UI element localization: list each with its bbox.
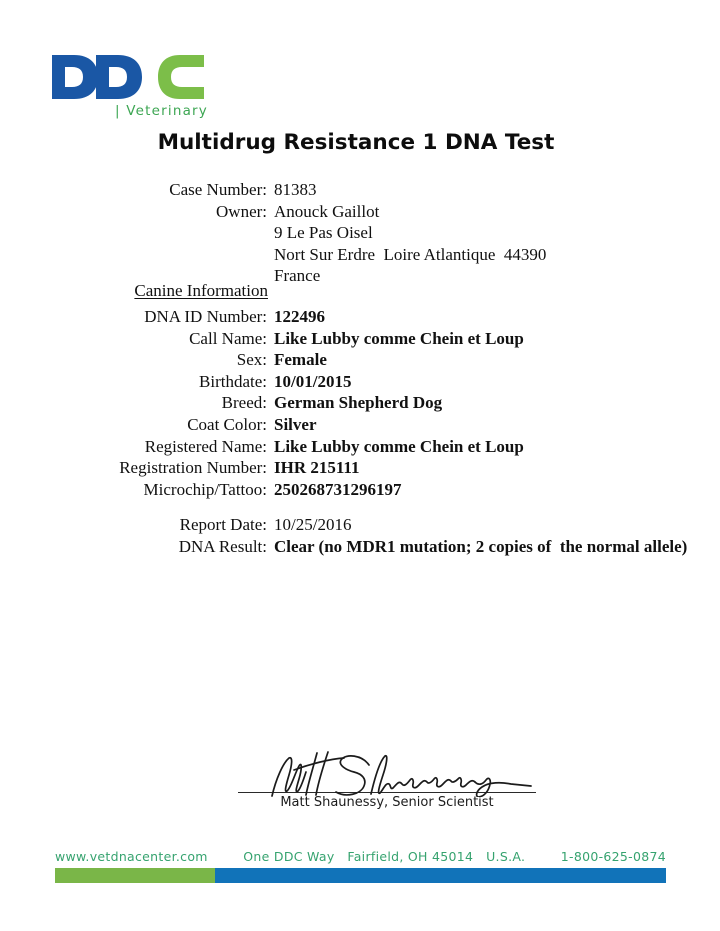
field-label: Registration Number: xyxy=(119,458,267,478)
field-row-registration-number xyxy=(55,457,702,479)
field-label: Sex: xyxy=(236,350,267,370)
case-number-value: 81383 xyxy=(274,180,317,199)
field-label: Registered Name: xyxy=(144,436,267,456)
canine-information-section xyxy=(55,306,702,500)
field-label: Report Date: xyxy=(179,515,267,534)
microchip-value: 250268731296197 xyxy=(274,479,402,499)
field-row-sex xyxy=(55,349,702,371)
coat-color-value: Silver xyxy=(274,414,317,434)
field-row-case-number xyxy=(55,179,702,201)
page-title: Multidrug Resistance 1 DNA Test xyxy=(157,130,555,155)
veterinary-tagline: | Veterinary xyxy=(114,103,208,119)
footer xyxy=(55,849,666,864)
field-row-coat-color xyxy=(55,414,702,436)
canine-information-heading: Canine Information xyxy=(134,281,268,300)
field-label: Microchip/Tattoo: xyxy=(143,479,267,499)
dna-id-value: 122496 xyxy=(274,307,325,326)
owner-name-value: Anouck Gaillot xyxy=(274,201,380,221)
field-row-call-name xyxy=(55,328,702,350)
footer-website: www.vetdnacenter.com xyxy=(55,849,208,864)
breed-value: German Shepherd Dog xyxy=(274,393,443,413)
call-name-value: Like Lubby comme Chein et Loup xyxy=(274,328,524,348)
handwritten-signature-icon xyxy=(238,747,536,797)
result-section xyxy=(55,514,702,558)
address-line: France xyxy=(274,266,321,286)
field-label: Owner: xyxy=(216,201,267,221)
field-label: Call Name: xyxy=(189,328,267,348)
signatory-name: Matt Shaunessy, Senior Scientist xyxy=(280,795,494,810)
field-row-birthdate xyxy=(55,371,702,393)
field-label xyxy=(55,244,267,266)
field-row-registered-name xyxy=(55,436,702,458)
field-label: Case Number: xyxy=(169,180,267,199)
field-row-dna-result xyxy=(55,536,702,558)
field-row-owner xyxy=(55,201,702,223)
dna-result-value: Clear (no MDR1 mutation; 2 copies of the normal allele) xyxy=(274,537,688,556)
footer-color-bar xyxy=(55,868,666,883)
signature-block xyxy=(238,747,536,810)
sex-value: Female xyxy=(274,350,327,370)
report-date-value: 10/25/2016 xyxy=(274,515,352,534)
field-row-address-line xyxy=(55,222,702,244)
field-row-breed xyxy=(55,392,702,414)
field-label: DNA Result: xyxy=(178,537,267,556)
field-label: Breed: xyxy=(221,393,267,413)
registration-number-value: IHR 215111 xyxy=(274,458,360,478)
field-label: DNA ID Number: xyxy=(144,307,267,326)
field-row-microchip xyxy=(55,479,702,501)
field-label xyxy=(55,222,267,244)
address-line: 9 Le Pas Oisel xyxy=(274,223,373,243)
footer-address: One DDC Way Fairfield, OH 45014 U.S.A. xyxy=(243,849,526,864)
registered-name-value: Like Lubby comme Chein et Loup xyxy=(274,436,524,456)
field-row-address-line xyxy=(55,244,702,266)
field-label: Coat Color: xyxy=(187,414,267,434)
birthdate-value: 10/01/2015 xyxy=(274,371,352,391)
field-row-report-date xyxy=(55,514,702,536)
address-line: Nort Sur Erdre Loire Atlantique 44390 xyxy=(274,244,547,264)
signature-line xyxy=(238,792,536,793)
field-label: Birthdate: xyxy=(199,371,267,391)
ddc-logo-icon xyxy=(52,54,208,101)
case-owner-section xyxy=(55,179,702,287)
footer-phone: 1-800-625-0874 xyxy=(560,849,666,864)
field-row-dna-id xyxy=(55,306,702,328)
